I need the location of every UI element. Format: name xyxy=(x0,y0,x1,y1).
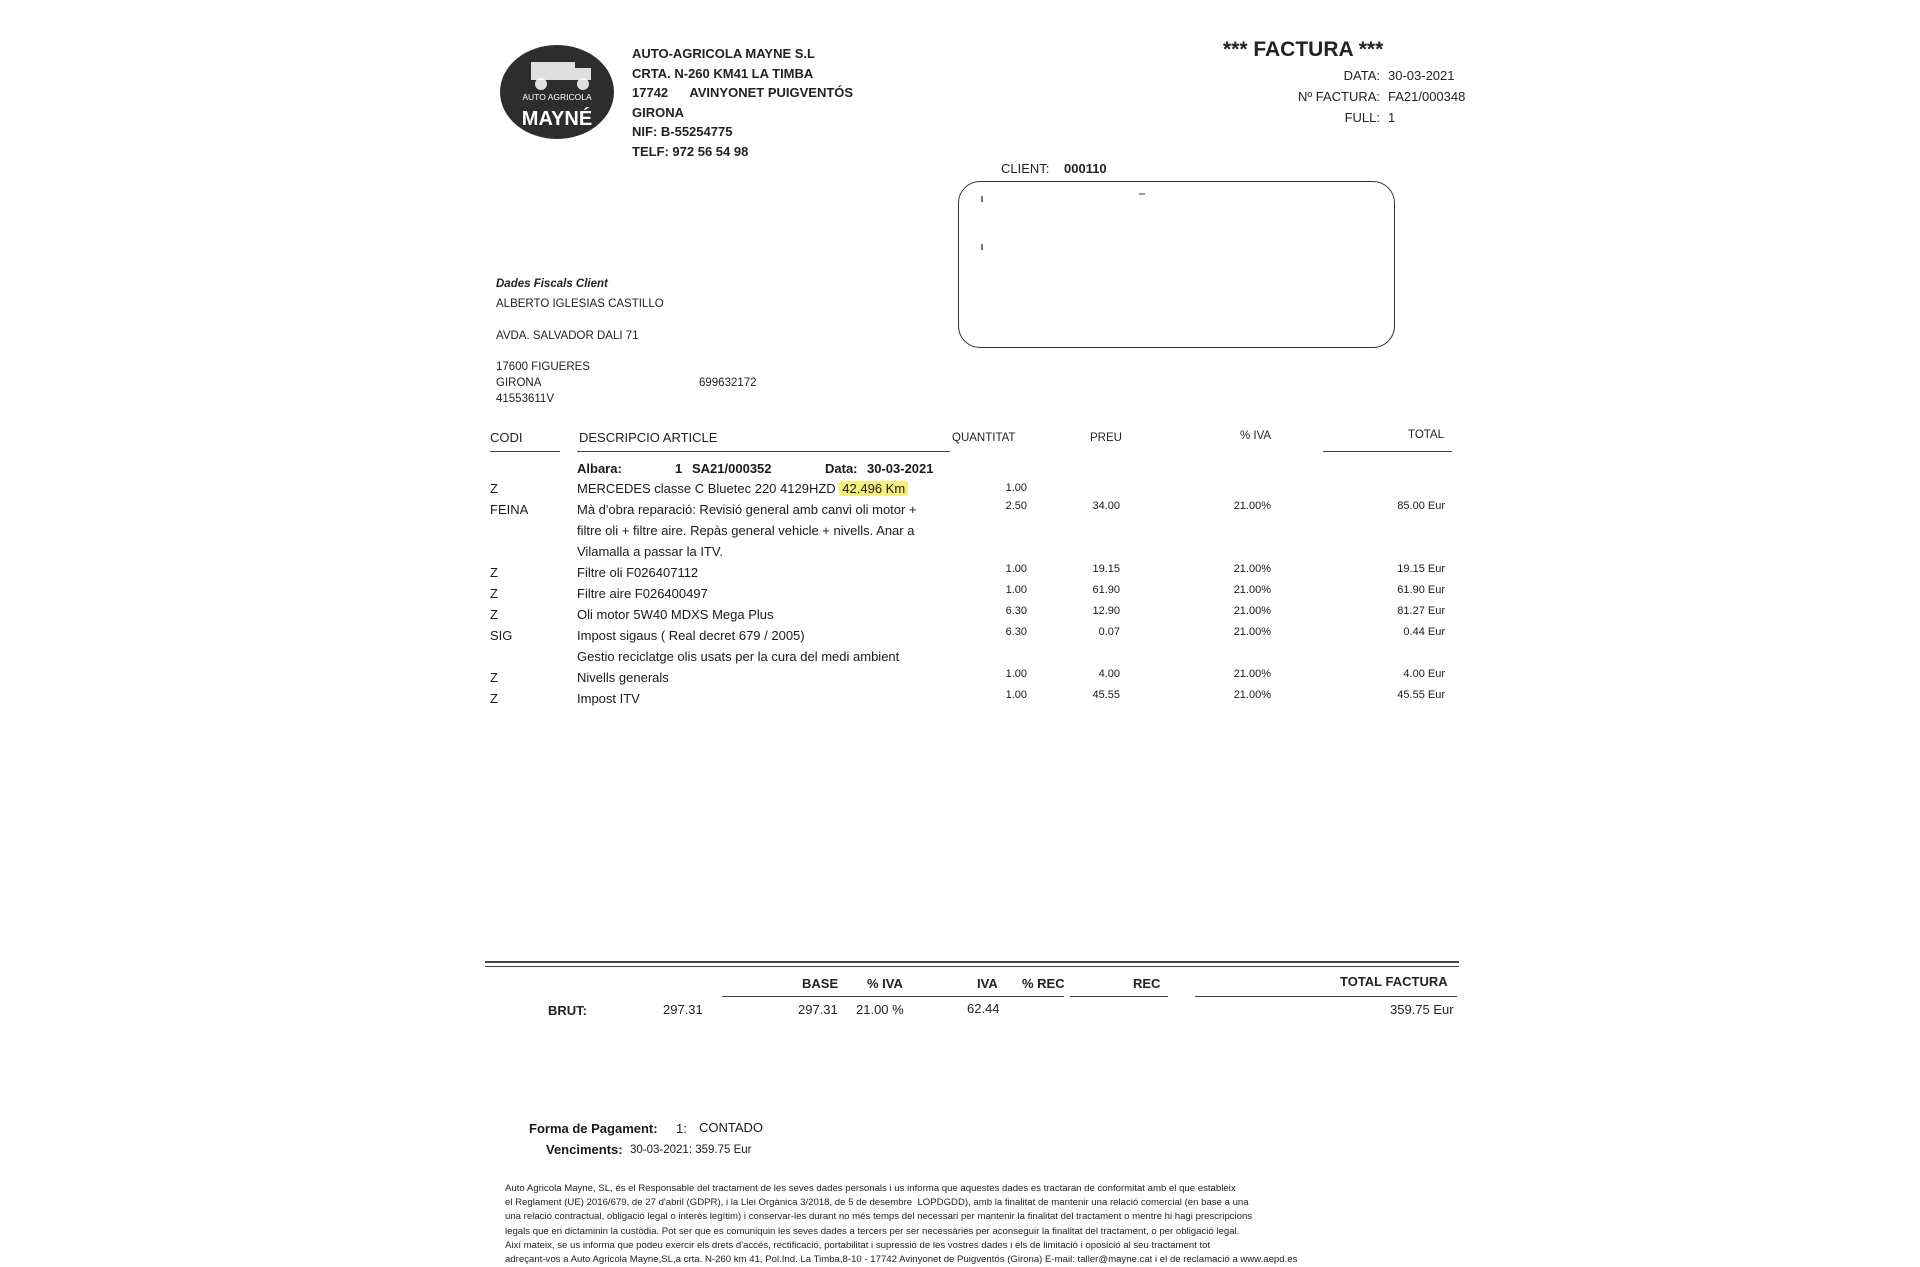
page-label: FULL: xyxy=(1344,110,1380,125)
row-total: 0.44 Eur xyxy=(1403,626,1445,638)
row-preu: 61.90 xyxy=(1092,584,1120,596)
row-preu: 34.00 xyxy=(1092,500,1120,512)
vehicle-km: 42.496 Km xyxy=(839,481,908,496)
row-qty: 1.00 xyxy=(1005,689,1027,701)
brut-label: BRUT: xyxy=(548,1003,587,1018)
invoice-number-label: Nº FACTURA: xyxy=(1297,89,1380,104)
totals-header-total: TOTAL FACTURA xyxy=(1340,974,1448,989)
vehicle-desc: MERCEDES classe C Bluetec 220 4129HZD xyxy=(577,481,836,496)
row-desc: Nivells generals xyxy=(577,670,669,685)
row-qty: 1.00 xyxy=(1005,563,1027,575)
row-desc: Oli motor 5W40 MDXS Mega Plus xyxy=(577,607,774,622)
company-line: GIRONA xyxy=(632,104,684,120)
legal-line: una relació contractual, obligació legal o interès legítim) i conservar-les durant no més temps del necessari per mantenir la finalitat del tractament o mentre hi hagi prescripcions xyxy=(505,1211,1253,1223)
company-line: AUTO-AGRICOLA MAYNE S.L xyxy=(632,46,815,61)
row-iva: 21.00% xyxy=(1233,689,1271,701)
row-iva: 21.00% xyxy=(1233,500,1271,512)
row-desc: Gestio reciclatge olis usats per la cura del medi ambient xyxy=(577,649,900,664)
legal-line: Auto Agricola Mayne, SL, és el Responsable del tractament de les seves dades personals i us informa que aquestes dades es tractaran de conformitat amb el que estableix xyxy=(505,1183,1236,1194)
company-line: NIF: B-55254775 xyxy=(632,124,733,139)
row-desc xyxy=(577,481,908,496)
row-desc: filtre oli + filtre aire. Repàs general vehicle + nivells. Anar a xyxy=(577,523,915,538)
col-header-iva: % IVA xyxy=(1240,430,1272,442)
row-desc: Impost sigaus ( Real decret 679 / 2005) xyxy=(577,628,805,643)
row-desc: Filtre oli F026407112 xyxy=(577,565,699,580)
row-codi: Z xyxy=(490,565,498,580)
legal-line: adreçant-vos a Auto Agricola Mayne,SL,a crta. N-260 km 41, Pol.Ind. La Timba,8-10 - 17742 Avinyonet de Puigventós (Girona) E-mail: taller@mayne.cat i el de reclamació a www.aepd.es xyxy=(505,1254,1298,1266)
base-value: 297.31 xyxy=(798,1002,838,1017)
payment-code: 1: xyxy=(676,1121,687,1136)
albara-label: Albara: xyxy=(577,461,622,476)
date-value: 30-03-2021 xyxy=(1388,68,1455,83)
table-row xyxy=(0,481,1920,501)
table-row xyxy=(0,586,1920,606)
albara-date-label: Data: xyxy=(825,461,858,476)
row-preu: 45.55 xyxy=(1092,689,1120,701)
row-codi: Z xyxy=(490,670,498,685)
col-header-preu: PREU xyxy=(1090,432,1122,444)
totals-header-prec: % REC xyxy=(1022,976,1065,991)
fiscal-city: 17600 FIGUERES xyxy=(496,361,590,373)
row-codi: SIG xyxy=(490,628,513,643)
row-total: 45.55 Eur xyxy=(1397,689,1445,701)
totals-header-rec: REC xyxy=(1133,976,1161,991)
legal-line: Així mateix, se us informa que podeu exercir els drets d'accés, rectificació, portabilitat i supressió de les vostres dades i els de limitació i oposició al seu tractament tot xyxy=(505,1239,1211,1251)
row-codi: Z xyxy=(490,607,498,622)
total-invoice-value: 359.75 Eur xyxy=(1390,1002,1454,1017)
iva-value: 62.44 xyxy=(967,1001,1000,1016)
row-total: 81.27 Eur xyxy=(1397,605,1445,617)
row-qty: 1.00 xyxy=(1005,584,1027,596)
row-preu: 12.90 xyxy=(1092,605,1120,617)
row-preu: 0.07 xyxy=(1098,626,1120,638)
row-desc: Mà d'obra reparació: Revisió general amb canvi oli motor + xyxy=(577,502,917,517)
invoice-number-value: FA21/000348 xyxy=(1388,89,1466,104)
legal-notice xyxy=(505,1182,1297,1267)
date-label: DATA: xyxy=(1343,68,1380,83)
row-qty: 1.00 xyxy=(1005,482,1027,494)
fiscal-phone: 699632172 xyxy=(699,377,757,389)
row-qty: 6.30 xyxy=(1005,605,1027,617)
invoice-title: *** FACTURA *** xyxy=(1223,38,1384,61)
row-iva: 21.00% xyxy=(1233,605,1271,617)
albara-number: 1 xyxy=(675,461,683,476)
totals-header-iva: IVA xyxy=(977,976,998,991)
table-row xyxy=(0,670,1920,690)
albara-code: SA21/000352 xyxy=(692,461,772,476)
col-header-qty: QUANTITAT xyxy=(952,432,1016,444)
due-value: 30-03-2021: 359.75 Eur xyxy=(630,1144,752,1156)
company-line: CRTA. N-260 KM41 LA TIMBA xyxy=(632,65,814,81)
company-info xyxy=(632,44,853,161)
table-row xyxy=(0,691,1920,711)
col-header-desc: DESCRIPCIO ARTICLE xyxy=(579,430,718,445)
fiscal-nif: 41553611V xyxy=(496,393,554,405)
row-iva: 21.00% xyxy=(1233,626,1271,638)
brut-value: 297.31 xyxy=(663,1002,703,1017)
company-line: 17742 AVINYONET PUIGVENTÓS xyxy=(632,85,854,100)
client-label: CLIENT: xyxy=(1001,161,1050,176)
row-iva: 21.00% xyxy=(1233,563,1271,575)
row-codi: Z xyxy=(490,481,498,496)
table-row xyxy=(0,607,1920,627)
row-iva: 21.00% xyxy=(1233,584,1271,596)
payment-method: CONTADO xyxy=(699,1120,764,1135)
row-preu: 4.00 xyxy=(1098,668,1120,680)
legal-line: legals que en dictaminin la custòdia. Pot ser que es comuniquin les seves dades a tercers per ser necessàries per aconseguir la finalitat del tractament, o per obligació legal. xyxy=(505,1225,1240,1237)
table-row xyxy=(0,649,1920,669)
page-value: 1 xyxy=(1388,110,1396,125)
col-header-codi: CODI xyxy=(490,430,523,445)
table-row xyxy=(0,565,1920,585)
totals-header-piva: % IVA xyxy=(867,976,903,991)
client-code: 000110 xyxy=(1064,161,1107,176)
row-qty: 1.00 xyxy=(1005,668,1027,680)
fiscal-address: AVDA. SALVADOR DALI 71 xyxy=(496,330,639,342)
table-row xyxy=(0,544,1920,564)
table-row xyxy=(0,628,1920,648)
row-iva: 21.00% xyxy=(1233,668,1271,680)
row-total: 61.90 Eur xyxy=(1397,584,1445,596)
table-row xyxy=(0,502,1920,522)
table-row xyxy=(0,523,1920,543)
row-desc: Filtre aire F026400497 xyxy=(577,586,708,601)
row-total: 85.00 Eur xyxy=(1397,500,1445,512)
logo-big-text: MAYNÉ xyxy=(521,108,593,130)
logo-small-text: AUTO AGRICOLA xyxy=(522,92,592,102)
row-qty: 2.50 xyxy=(1005,500,1027,512)
legal-line: el Reglament (UE) 2016/679, de 27 d'abril (GDPR), i la Llei Orgànica 3/2018, de 5 de desembre LOPDGDD), amb la finalitat de mantenir una relació comercial (en base a una xyxy=(505,1197,1249,1209)
row-total: 19.15 Eur xyxy=(1397,563,1445,575)
row-desc: Impost ITV xyxy=(577,691,640,706)
company-line: TELF: 972 56 54 98 xyxy=(632,143,749,159)
row-codi: FEINA xyxy=(490,502,529,517)
row-codi: Z xyxy=(490,691,498,706)
fiscal-name: ALBERTO IGLESIAS CASTILLO xyxy=(496,298,664,310)
due-label: Venciments: xyxy=(546,1142,623,1157)
albara-date: 30-03-2021 xyxy=(867,461,934,476)
col-header-total: TOTAL xyxy=(1408,429,1444,441)
payment-label: Forma de Pagament: xyxy=(529,1121,658,1136)
totals-header-base: BASE xyxy=(802,976,839,991)
fiscal-province: GIRONA xyxy=(496,377,542,389)
row-codi: Z xyxy=(490,586,498,601)
client-address-box xyxy=(958,181,1395,348)
row-preu: 19.15 xyxy=(1092,563,1120,575)
company-logo xyxy=(499,42,615,140)
fiscal-heading: Dades Fiscals Client xyxy=(496,278,608,290)
row-total: 4.00 Eur xyxy=(1403,668,1445,680)
row-desc: Vilamalla a passar la ITV. xyxy=(577,544,723,559)
piva-value: 21.00 % xyxy=(856,1002,904,1017)
row-qty: 6.30 xyxy=(1005,626,1027,638)
